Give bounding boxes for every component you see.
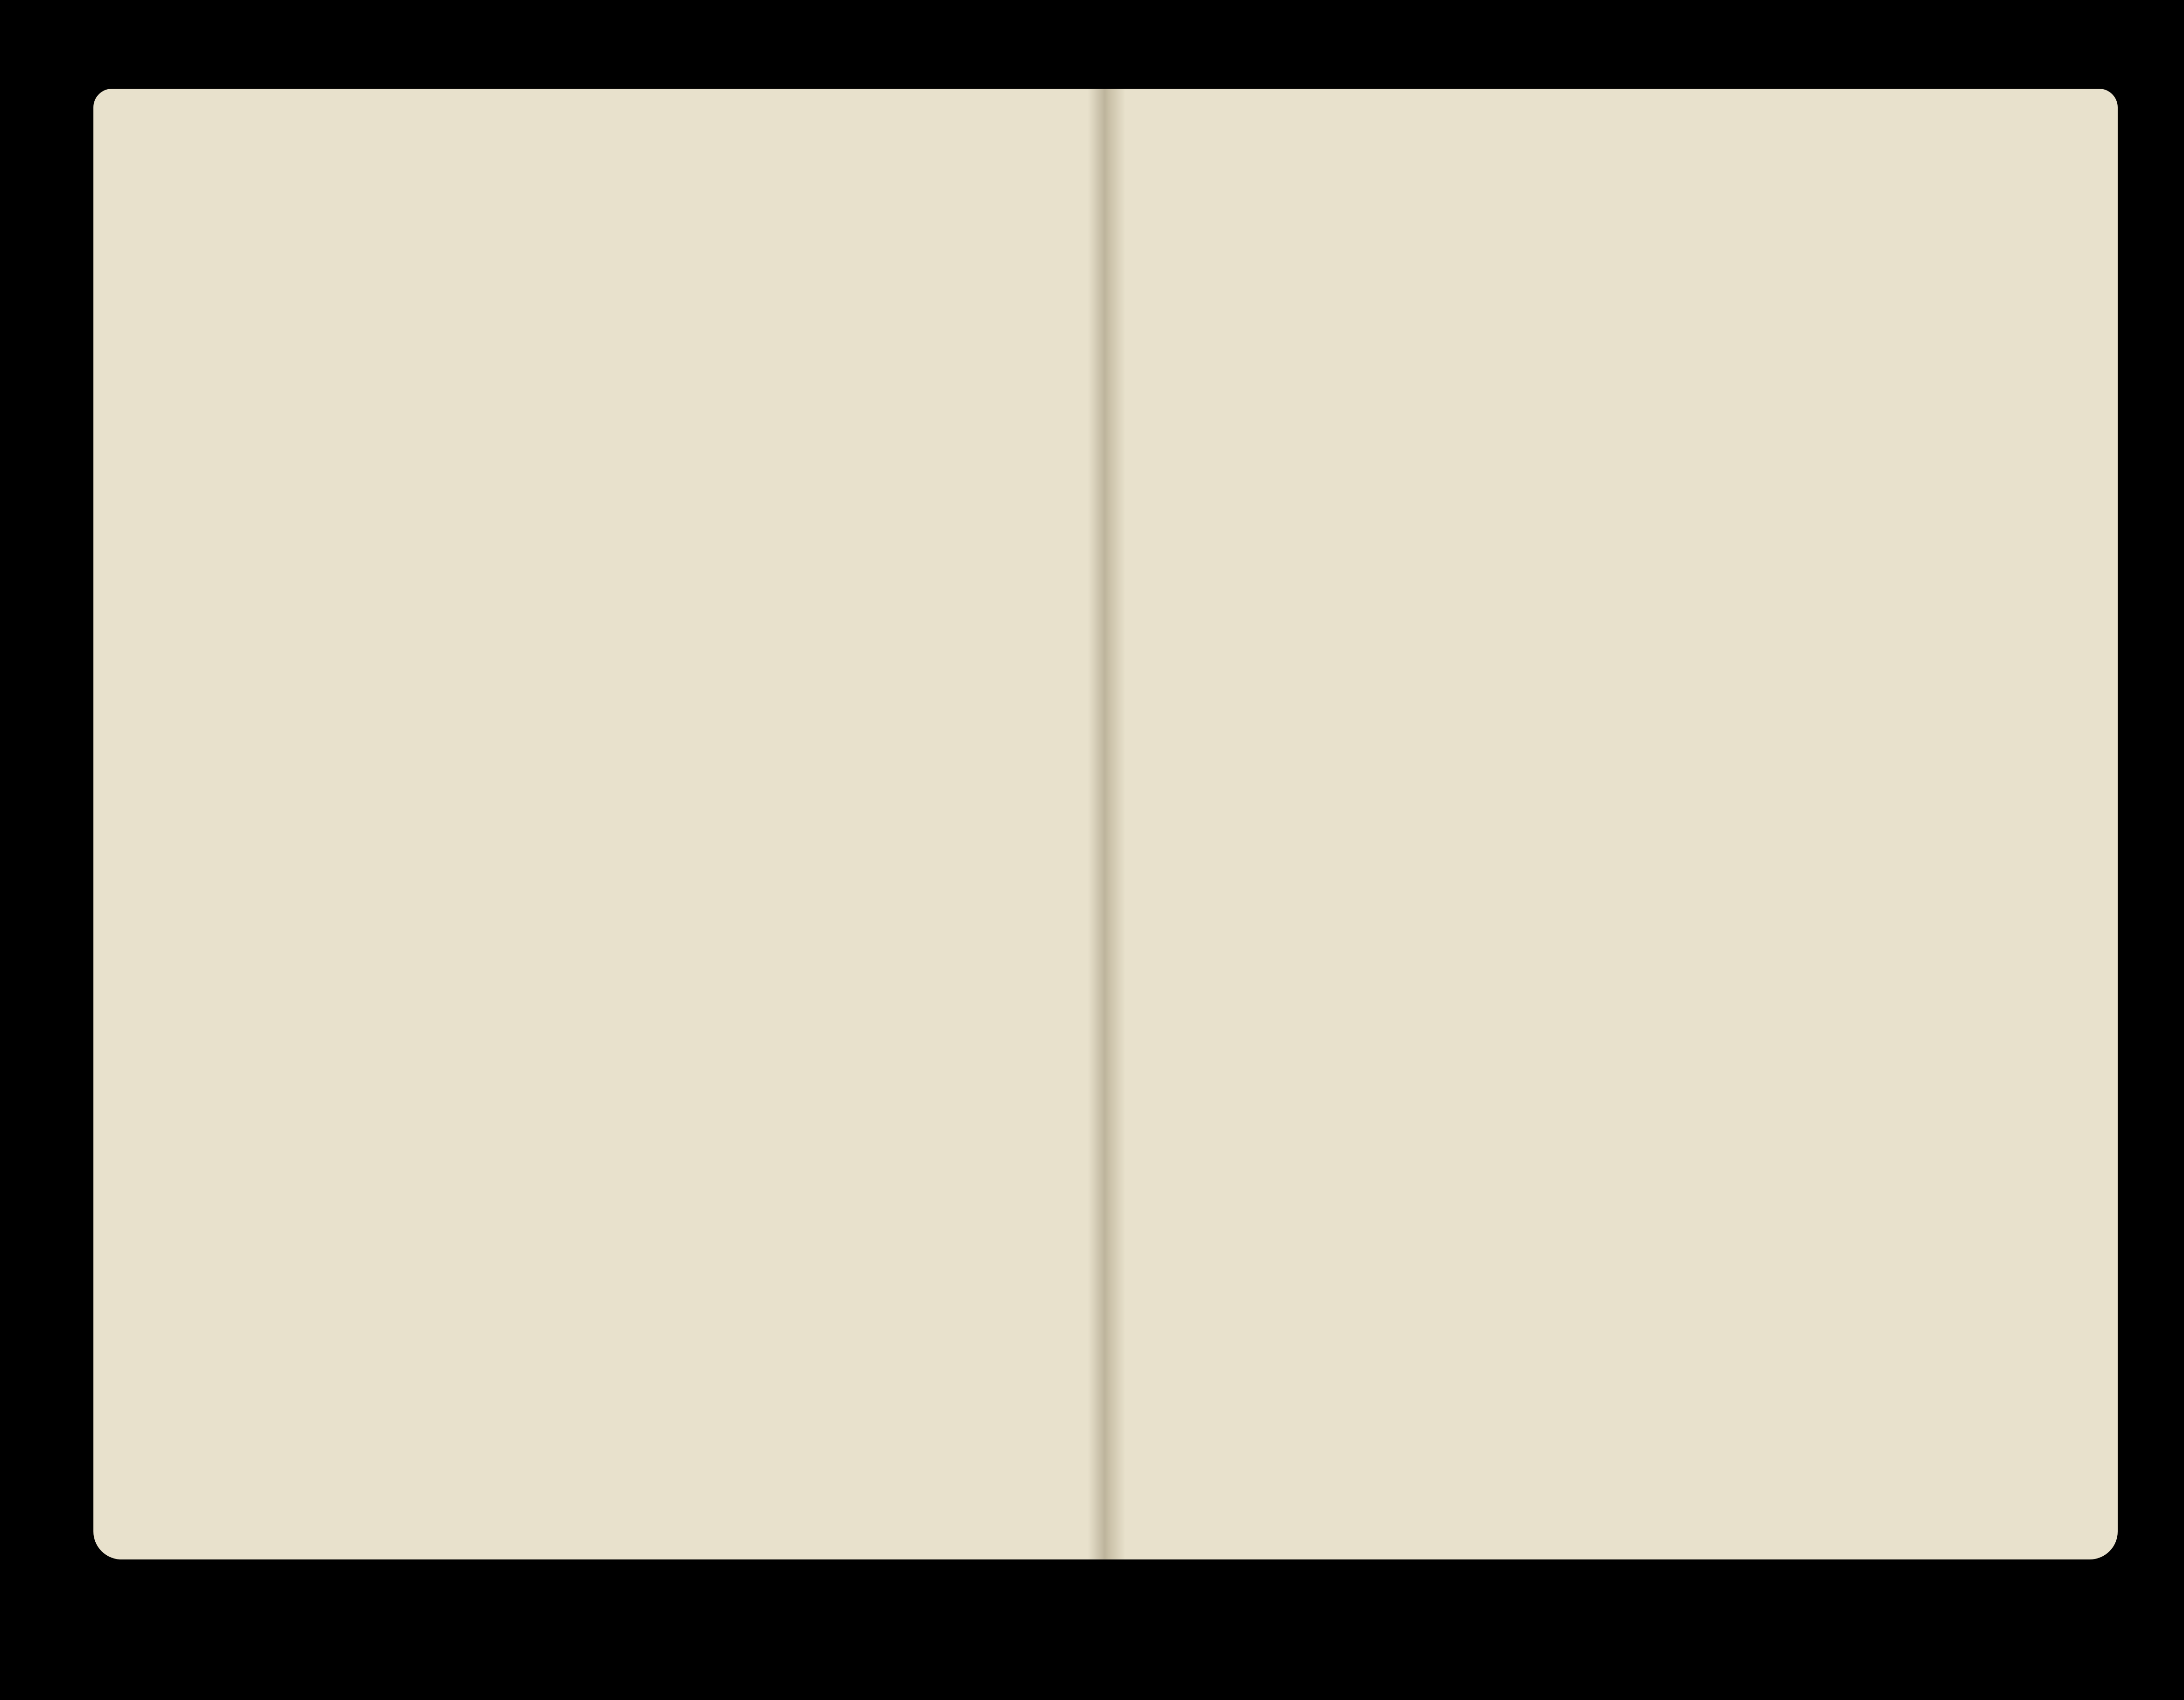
left-page <box>93 89 1111 1559</box>
book-gutter <box>1088 89 1125 1559</box>
right-page <box>1104 89 2118 1559</box>
